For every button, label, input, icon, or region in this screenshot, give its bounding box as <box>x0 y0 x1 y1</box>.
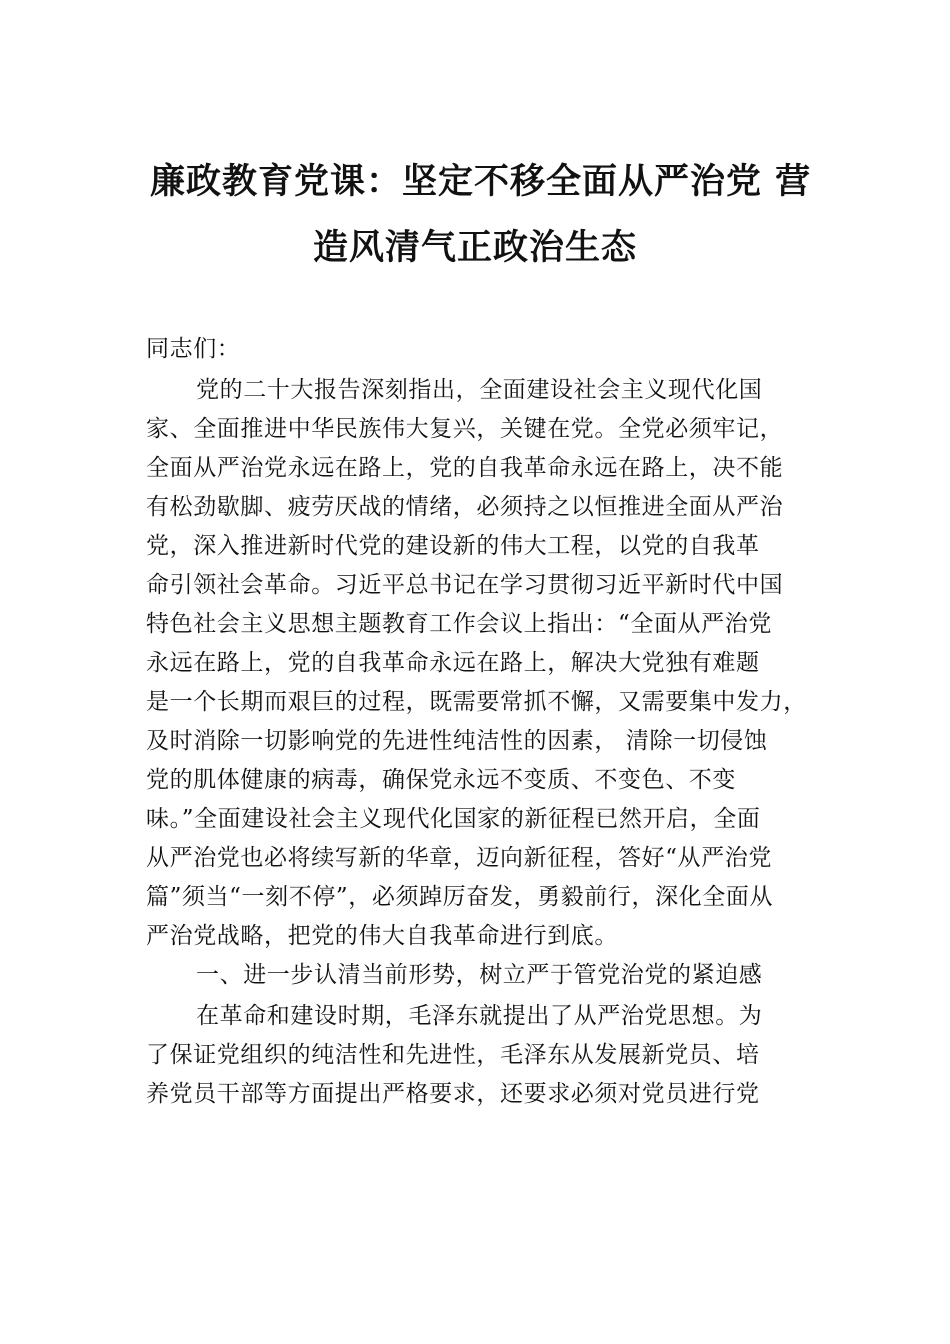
body-line: 党的二十大报告深刻指出，全面建设社会主义现代化国 <box>196 377 763 403</box>
body-line: 党，深入推进新时代党的建设新的伟大工程，以党的自我革 <box>146 533 760 559</box>
body-line: 永远在路上，党的自我革命永远在路上，解决大党独有难题 <box>146 650 760 676</box>
body-line: 养党员干部等方面提出严格要求，还要求必须对党员进行党 <box>146 1081 760 1107</box>
section-heading: 一、进一步认清当前形势，树立严于管党治党的紧迫感 <box>196 962 763 988</box>
body-line: 是一个长期而艰巨的过程，既需要常抓不懈，又需要集中发力， <box>146 689 807 715</box>
body-line: 党的肌体健康的病毒，确保党永远不变质、不变色、不变 <box>146 767 736 793</box>
body-line: 篇”须当“一刻不停”，必须踔厉奋发，勇毅前行，深化全面从 <box>146 884 774 910</box>
body-line: 味。”全面建设社会主义现代化国家的新征程已然开启，全面 <box>146 806 761 832</box>
body-line: 从严治党也必将续写新的华章，迈向新征程，答好“从严治党 <box>146 845 772 871</box>
body-line: 了保证党组织的纯洁性和先进性，毛泽东从发展新党员、培 <box>146 1042 760 1068</box>
body-line: 严治党战略，把党的伟大自我革命进行到底。 <box>146 923 618 949</box>
document-title-line-2: 造风清气正政治生态 <box>312 227 637 268</box>
body-line: 全面从严治党永远在路上，党的自我革命永远在路上，决不能 <box>146 455 784 481</box>
body-line: 特色社会主义思想主题教育工作会议上指出：“全面从严治党 <box>146 611 772 637</box>
salutation: 同志们： <box>146 336 241 362</box>
body-line: 家、全面推进中华民族伟大复兴，关键在党。全党必须牢记， <box>146 416 784 442</box>
body-line: 及时消除一切影响党的先进性纯洁性的因素， 清除一切侵蚀 <box>146 728 768 754</box>
document-title-line-1: 廉政教育党课：坚定不移全面从严治党 营 <box>150 161 812 202</box>
body-line: 有松劲歇脚、疲劳厌战的情绪，必须持之以恒推进全面从严治 <box>146 494 784 520</box>
body-line: 命引领社会革命。习近平总书记在学习贯彻习近平新时代中国 <box>146 572 784 598</box>
body-line: 在革命和建设时期，毛泽东就提出了从严治党思想。为 <box>196 1003 763 1029</box>
